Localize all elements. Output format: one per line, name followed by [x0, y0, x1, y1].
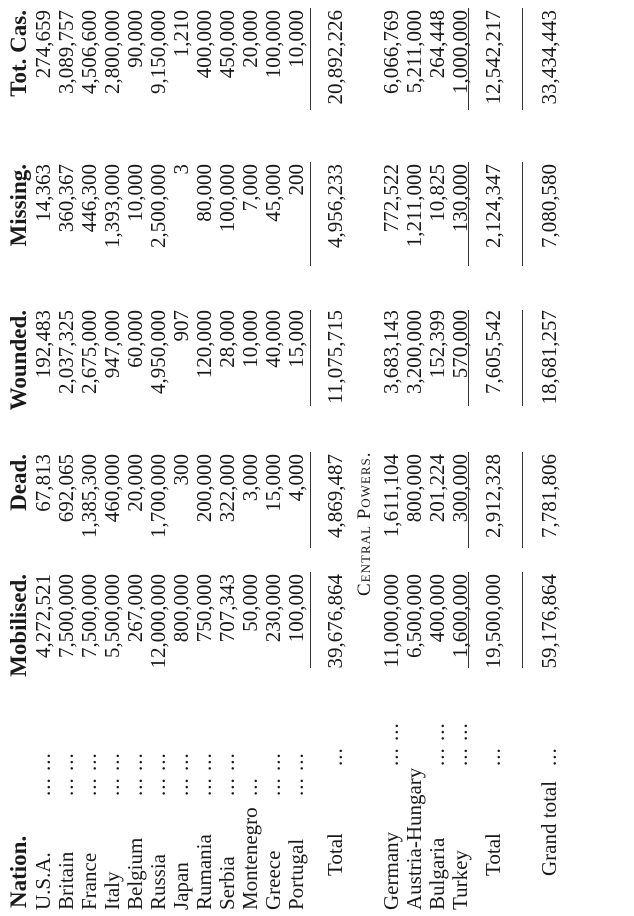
leader-dots: ... ... [146, 752, 170, 796]
wounded-value: 40,000 [261, 310, 285, 368]
wounded-value: 4,950,000 [146, 310, 170, 394]
rule-mobilised [522, 572, 523, 668]
wounded-value: 15,000 [284, 310, 308, 368]
rule-mobilised [468, 572, 469, 668]
total-casualties-value: 274,659 [31, 10, 55, 79]
dead-value: 300 [169, 454, 193, 486]
rule-total [310, 8, 311, 110]
total-casualties-value: 1,000,000 [448, 10, 472, 94]
grand-total-row [536, 0, 562, 916]
leader-dots: ... ... [192, 752, 216, 796]
mobilised-value: 267,000 [123, 574, 147, 643]
table-row [283, 0, 309, 916]
nation-name: Portugal [284, 838, 308, 910]
nation-name: Greece [261, 850, 285, 910]
nation-name: U.S.A. [31, 852, 55, 910]
missing-value: 1,211,000 [402, 164, 426, 248]
missing-value: 10,825 [425, 164, 449, 222]
header-dead: Dead. [6, 454, 31, 511]
missing-value: 3 [169, 164, 193, 175]
nation-name: France [77, 852, 101, 910]
rule-missing [468, 162, 469, 266]
header-nation: Nation. [6, 835, 31, 908]
missing-value: 45,000 [261, 164, 285, 222]
rule-dead [468, 452, 469, 548]
wounded-value: 18,681,257 [537, 310, 561, 405]
total-casualties-value: 2,800,000 [100, 10, 124, 94]
wounded-value: 570,000 [448, 310, 472, 379]
missing-value: 2,124,347 [481, 164, 505, 248]
wounded-value: 192,483 [31, 310, 55, 379]
mobilised-value: 7,500,000 [77, 574, 101, 658]
mobilised-value: 707,343 [215, 574, 239, 643]
wounded-value: 152,399 [425, 310, 449, 379]
total-casualties-value: 20,892,226 [323, 10, 347, 105]
wounded-value: 120,000 [192, 310, 216, 379]
rule-wounded [468, 310, 469, 406]
nation-name: Total [323, 833, 347, 876]
mobilised-value: 4,272,521 [31, 574, 55, 658]
mobilised-value: 7,500,000 [54, 574, 78, 658]
rule-total [468, 8, 469, 110]
missing-value: 2,500,000 [146, 164, 170, 248]
nation-name: Montenegro [238, 807, 262, 910]
leader-dots: ... ... [215, 752, 239, 796]
wounded-value: 2,037,325 [54, 310, 78, 394]
rule-missing [522, 162, 523, 266]
total-casualties-value: 3,089,757 [54, 10, 78, 94]
mobilised-value: 50,000 [238, 574, 262, 632]
missing-value: 7,080,580 [537, 164, 561, 248]
nation-name: Germany [379, 831, 403, 910]
mobilised-value: 59,176,864 [537, 574, 561, 669]
dead-value: 3,000 [238, 454, 262, 502]
rule-wounded [310, 310, 311, 406]
leader-dots: ... ... [261, 752, 285, 796]
wounded-value: 2,675,000 [77, 310, 101, 394]
total-casualties-value: 33,434,443 [537, 10, 561, 105]
mobilised-value: 400,000 [425, 574, 449, 643]
rule-missing [310, 162, 311, 266]
total-casualties-value: 90,000 [123, 10, 147, 68]
table-row [447, 0, 473, 916]
leader-dots: ... [481, 747, 505, 766]
total-casualties-value: 5,211,000 [402, 10, 426, 94]
dead-value: 15,000 [261, 454, 285, 512]
rule-mobilised [310, 572, 311, 668]
missing-value: 7,000 [238, 164, 262, 212]
nation-name: Japan [169, 862, 193, 910]
wounded-value: 28,000 [215, 310, 239, 368]
dead-value: 300,000 [448, 454, 472, 523]
missing-value: 772,522 [379, 164, 403, 233]
nation-name: Belgium [123, 837, 147, 910]
mobilised-value: 11,000,000 [379, 574, 403, 668]
missing-value: 446,300 [77, 164, 101, 233]
leader-dots: ... ... [169, 752, 193, 796]
nation-name: Italy [100, 871, 124, 910]
dead-value: 7,781,806 [537, 454, 561, 538]
dead-value: 1,611,104 [379, 454, 403, 538]
missing-value: 100,000 [215, 164, 239, 233]
wounded-value: 11,075,715 [323, 310, 347, 404]
nation-name: Grand total [537, 780, 561, 876]
dead-value: 800,000 [402, 454, 426, 523]
header-total-casualties: Tot. Cas. [6, 10, 31, 97]
central-powers-heading [352, 0, 378, 916]
total-casualties-value: 20,000 [238, 10, 262, 68]
missing-value: 200 [284, 164, 308, 196]
nation-name: Russia [146, 853, 170, 910]
total-casualties-value: 100,000 [261, 10, 285, 79]
dead-value: 1,700,000 [146, 454, 170, 538]
rule-dead [522, 452, 523, 548]
wounded-value: 3,683,143 [379, 310, 403, 394]
table-header [6, 0, 32, 916]
nation-name: Britain [54, 851, 78, 910]
leader-dots: ... ... [448, 722, 472, 766]
nation-name: Serbia [215, 856, 239, 910]
dead-value: 20,000 [123, 454, 147, 512]
dead-value: 2,912,328 [481, 454, 505, 538]
leader-dots: ... [537, 747, 561, 766]
wounded-value: 7,605,542 [481, 310, 505, 394]
dead-value: 692,065 [54, 454, 78, 523]
dead-value: 460,000 [100, 454, 124, 523]
wounded-value: 907 [169, 310, 193, 342]
leader-dots: ... ... [284, 752, 308, 796]
mobilised-value: 1,600,000 [448, 574, 472, 658]
nation-name: Austria-Hungary [402, 767, 426, 910]
nation-name: Total [481, 833, 505, 876]
dead-value: 4,000 [284, 454, 308, 502]
rule-wounded [522, 310, 523, 406]
total-casualties-value: 12,542,217 [481, 10, 505, 105]
total-casualties-value: 450,000 [215, 10, 239, 79]
central-total-row [480, 0, 506, 916]
total-casualties-value: 264,448 [425, 10, 449, 79]
mobilised-value: 230,000 [261, 574, 285, 643]
wounded-value: 947,000 [100, 310, 124, 379]
header-mobilised: Mobilised. [6, 574, 31, 677]
header-wounded: Wounded. [6, 310, 31, 411]
rule-dead [310, 452, 311, 548]
header-missing: Missing. [6, 164, 31, 247]
wounded-value: 60,000 [123, 310, 147, 368]
dead-value: 67,813 [31, 454, 55, 512]
leader-dots: ... ... [77, 752, 101, 796]
mobilised-value: 12,000,000 [146, 574, 170, 669]
dead-value: 322,000 [215, 454, 239, 523]
total-casualties-value: 6,066,769 [379, 10, 403, 94]
total-casualties-value: 1,210 [169, 10, 193, 58]
missing-value: 130,000 [448, 164, 472, 233]
leader-dots: ... ... [425, 722, 449, 766]
nation-name: Turkey [448, 850, 472, 910]
missing-value: 10,000 [123, 164, 147, 222]
missing-value: 80,000 [192, 164, 216, 222]
leader-dots: ... ... [379, 722, 403, 766]
leader-dots: ... ... [123, 752, 147, 796]
mobilised-value: 6,500,000 [402, 574, 426, 658]
missing-value: 360,367 [54, 164, 78, 233]
dead-value: 201,224 [425, 454, 449, 523]
dead-value: 1,385,300 [77, 454, 101, 538]
central-powers-heading-text: Central Powers. [354, 451, 375, 596]
leader-dots: ... ... [31, 752, 55, 796]
mobilised-value: 5,500,000 [100, 574, 124, 658]
mobilised-value: 800,000 [169, 574, 193, 643]
leader-dots: ... ... [54, 752, 78, 796]
mobilised-value: 750,000 [192, 574, 216, 643]
mobilised-value: 39,676,864 [323, 574, 347, 669]
dead-value: 4,869,487 [323, 454, 347, 538]
missing-value: 4,956,233 [323, 164, 347, 248]
total-casualties-value: 400,000 [192, 10, 216, 79]
wounded-value: 10,000 [238, 310, 262, 368]
rule-total [522, 8, 523, 110]
dead-value: 200,000 [192, 454, 216, 523]
allies-total-row [322, 0, 348, 916]
nation-name: Rumania [192, 834, 216, 910]
mobilised-value: 100,000 [284, 574, 308, 643]
leader-dots: ... ... [100, 752, 124, 796]
total-casualties-value: 10,000 [284, 10, 308, 68]
total-casualties-value: 9,150,000 [146, 10, 170, 94]
leader-dots: ... [238, 777, 262, 796]
leader-dots: ... [323, 747, 347, 766]
mobilised-value: 19,500,000 [481, 574, 505, 669]
wounded-value: 3,200,000 [402, 310, 426, 394]
nation-name: Bulgaria [425, 837, 449, 910]
total-casualties-value: 4,506,600 [77, 10, 101, 94]
missing-value: 1,393,000 [100, 164, 124, 248]
missing-value: 14,363 [31, 164, 55, 222]
